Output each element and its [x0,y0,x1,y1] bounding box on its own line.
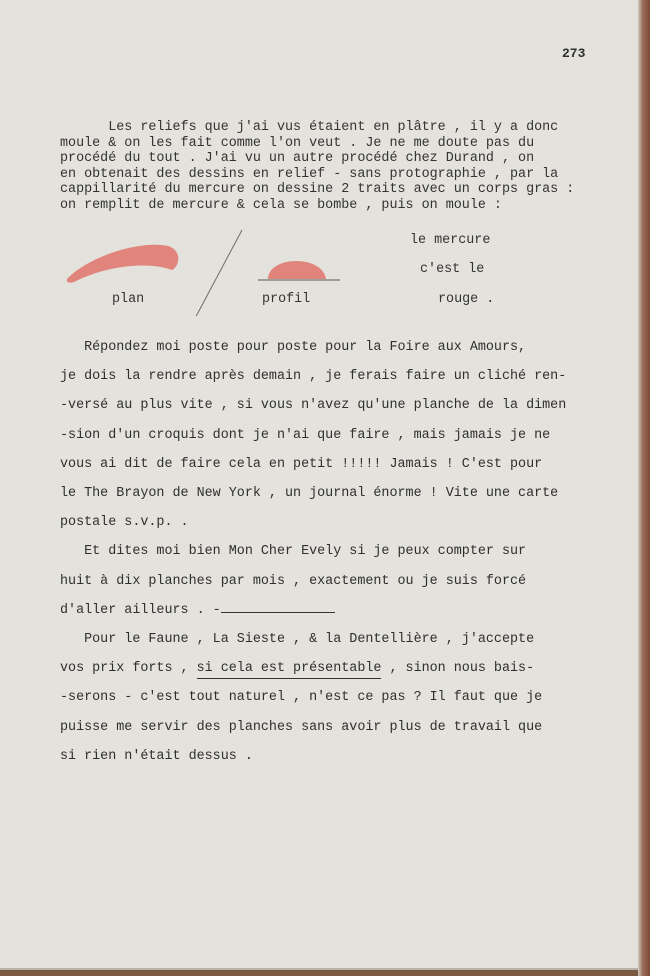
text-line: -versé au plus vite , si vous n'avez qu'une planche de la dimen [60,398,567,414]
page-number: 273 [562,46,586,61]
dense-paragraph [60,120,620,213]
blank-rule [221,602,335,613]
legend-line: c'est le [420,262,485,277]
label-profil: profil [262,292,311,307]
text-line [60,596,620,625]
underlined-phrase: si cela est présentable [196,661,382,677]
text-line: vous ai dit de faire cela en petit !!!!! Jamais ! C'est pour [60,456,543,472]
text-line: postale s.v.p. . [60,515,189,531]
text-line: cappillarité du mercure on dessine 2 traits avec un corps gras : [60,182,575,197]
text-line: en obtenait des dessins en relief - sans protographie , par la [60,166,559,182]
diagonal-rule [192,230,242,316]
plan-drawing [67,245,178,283]
legend-line: rouge . [438,292,495,307]
label-plan: plan [112,292,145,307]
text-line: -serons - c'est tout naturel , n'est ce pas ? Il faut que je [60,690,543,706]
text-line: Répondez moi poste pour poste pour la Foire aux Amours, [60,340,527,355]
text-line: -sion d'un croquis dont je n'ai que faire , mais jamais je ne [60,427,551,443]
text-line: Pour le Faune , La Sieste , & la Dentellière , j'accepte [60,632,535,648]
letter-body [60,333,620,771]
text-line [60,654,620,683]
text-line: Les reliefs que j'ai vus étaient en plâtre , il y a donc [60,120,559,135]
text-aller: d'aller ailleurs . - [60,602,221,618]
text-line: puisse me servir des planches sans avoir plus de travail que [60,719,543,735]
book-binding [638,0,650,976]
text-line: le The Brayon de New York , un journal énorme ! Vite une carte [60,486,559,502]
legend-line: le mercure [410,233,491,248]
text-line: si rien n'était dessus . [60,748,253,764]
text-line: on remplit de mercure & cela se bombe , puis on moule : [60,197,502,213]
text-line: je dois la rendre après demain , je ferais faire un cliché ren- [60,369,567,385]
mercury-sketch [60,226,360,316]
text-line: procédé du tout . J'ai vu un autre procédé chez Durand , on [60,151,535,166]
text-line: moule & on les fait comme l'on veut . Je ne me doute pas du [60,135,535,151]
text-line: Et dites moi bien Mon Cher Evely si je peux compter sur [60,544,527,560]
profil-drawing [268,261,326,279]
text-line: huit à dix planches par mois , exactement ou je suis forcé [60,573,527,589]
text-prix-before: vos prix forts , [60,661,197,677]
text-prix-after: , sinon nous bais- [381,661,535,677]
